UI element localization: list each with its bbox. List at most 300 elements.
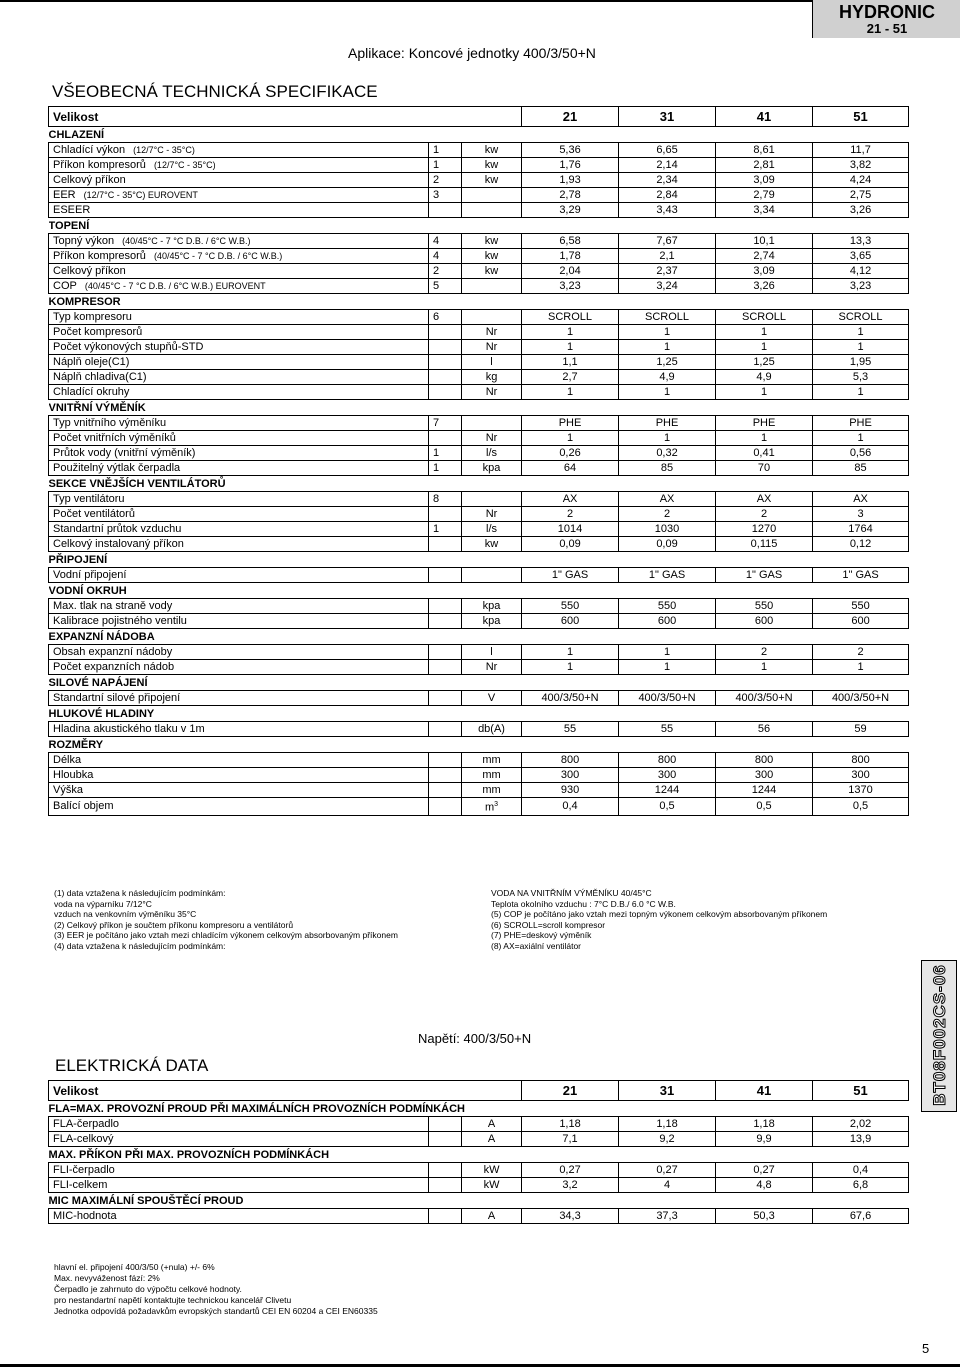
section-header-row bbox=[49, 218, 909, 234]
row-value: 34,3 bbox=[522, 1209, 619, 1224]
row-unit bbox=[462, 1132, 522, 1147]
row-note bbox=[429, 431, 462, 446]
row-unit bbox=[462, 722, 522, 737]
row-value: 2,75 bbox=[813, 188, 909, 203]
row-label-text: Celkový příkon bbox=[53, 174, 126, 186]
row-unit bbox=[462, 783, 522, 798]
note-line: VODA NA VNITŘNÍM VÝMĚNÍKU 40/45°C bbox=[491, 888, 652, 898]
row-label-text: FLI-čerpadlo bbox=[53, 1164, 115, 1176]
row-label-text: COP bbox=[53, 280, 77, 292]
row-label bbox=[49, 203, 429, 218]
section-title: SEKCE VNĚJŠÍCH VENTILÁTORŮ bbox=[48, 478, 226, 490]
row-value: 2,79 bbox=[716, 188, 813, 203]
row-value: 1,1 bbox=[522, 355, 619, 370]
row-note bbox=[429, 783, 462, 798]
row-unit-text: kW bbox=[483, 1179, 500, 1191]
row-value: 550 bbox=[813, 599, 909, 614]
row-unit bbox=[462, 507, 522, 522]
row-note bbox=[429, 1209, 462, 1224]
brand-name: HYDRONIC bbox=[838, 2, 935, 22]
row-value: 1 bbox=[813, 325, 909, 340]
row-value: 0,32 bbox=[619, 446, 716, 461]
row-value: 2 bbox=[619, 507, 716, 522]
section-title: HLUKOVÉ HLADINY bbox=[48, 708, 155, 720]
section-title: PŘIPOJENÍ bbox=[48, 554, 108, 566]
section-header-row bbox=[49, 400, 909, 416]
row-value: 1 bbox=[522, 340, 619, 355]
row-value: 3,24 bbox=[619, 279, 716, 294]
row-value: SCROLL bbox=[619, 310, 716, 325]
row-unit bbox=[462, 431, 522, 446]
row-note bbox=[429, 537, 462, 552]
row-value: 1" GAS bbox=[716, 568, 813, 583]
row-label bbox=[49, 234, 429, 249]
row-value: 0,115 bbox=[716, 537, 813, 552]
row-label bbox=[49, 249, 429, 264]
row-label bbox=[49, 537, 429, 552]
row-value: 3,26 bbox=[716, 279, 813, 294]
row-value: 1 bbox=[813, 340, 909, 355]
table-row bbox=[49, 325, 909, 340]
row-label-text: Vodní připojení bbox=[53, 569, 127, 581]
row-value: 1030 bbox=[619, 522, 716, 537]
row-value: 1,18 bbox=[522, 1117, 619, 1132]
row-value: PHE bbox=[522, 416, 619, 431]
row-note bbox=[429, 385, 462, 400]
row-value: 1,18 bbox=[716, 1117, 813, 1132]
note-line: (6) SCROLL=scroll kompresor bbox=[491, 919, 606, 930]
row-value: PHE bbox=[619, 416, 716, 431]
size-header-41: 41 bbox=[716, 1081, 813, 1101]
page-number: 5 bbox=[922, 1341, 930, 1356]
notes-left bbox=[54, 888, 398, 951]
row-value: 1 bbox=[619, 385, 716, 400]
row-unit bbox=[462, 416, 522, 431]
row-condition: (12/7°C - 35°C) bbox=[133, 145, 195, 155]
row-value: 2,1 bbox=[619, 249, 716, 264]
size-header-51: 51 bbox=[813, 107, 909, 127]
row-note bbox=[429, 660, 462, 675]
row-unit-text: l/s bbox=[486, 447, 498, 459]
row-note bbox=[429, 753, 462, 768]
row-unit-text: kw bbox=[484, 235, 499, 247]
row-value: 0,27 bbox=[522, 1163, 619, 1178]
row-unit bbox=[462, 340, 522, 355]
row-label bbox=[49, 279, 429, 294]
row-value: 0,41 bbox=[716, 446, 813, 461]
section-header-row bbox=[49, 583, 909, 599]
row-value: SCROLL bbox=[813, 310, 909, 325]
row-label-text: Příkon kompresorů bbox=[53, 250, 146, 262]
row-value: 400/3/50+N bbox=[619, 691, 716, 706]
row-value: 2,7 bbox=[522, 370, 619, 385]
row-condition: (12/7°C - 35°C) EUROVENT bbox=[83, 190, 198, 200]
size-header-label: Velikost bbox=[49, 107, 522, 127]
row-value: 55 bbox=[619, 722, 716, 737]
row-unit bbox=[462, 568, 522, 583]
row-unit-text: A bbox=[487, 1133, 496, 1145]
row-unit bbox=[462, 446, 522, 461]
row-value: 8,61 bbox=[716, 143, 813, 158]
row-label bbox=[49, 783, 429, 798]
row-label-text: FLI-celkem bbox=[53, 1179, 108, 1191]
row-value: 1" GAS bbox=[522, 568, 619, 583]
row-label bbox=[49, 416, 429, 431]
row-label bbox=[49, 370, 429, 385]
row-note: 1 bbox=[429, 143, 462, 158]
electrical-table-body bbox=[49, 1081, 909, 1224]
section-title: SILOVÉ NAPÁJENÍ bbox=[48, 677, 148, 689]
table-row bbox=[49, 1117, 909, 1132]
row-value: 4 bbox=[619, 1178, 716, 1193]
row-note: 5 bbox=[429, 279, 462, 294]
section-header-row bbox=[49, 737, 909, 753]
row-value: 1 bbox=[716, 325, 813, 340]
row-label bbox=[49, 158, 429, 173]
row-unit-text: kw bbox=[484, 174, 499, 186]
row-value: 67,6 bbox=[813, 1209, 909, 1224]
note-line: (8) AX=axiální ventilátor bbox=[491, 940, 582, 951]
row-value: AX bbox=[619, 492, 716, 507]
row-unit-sup: 3 bbox=[494, 801, 499, 808]
note-line: Čerpadlo je zahrnuto do výpočtu celkové hodnoty. bbox=[54, 1284, 242, 1294]
row-label-text: Náplň chladiva(C1) bbox=[53, 371, 147, 383]
row-unit bbox=[462, 492, 522, 507]
row-value: 1 bbox=[619, 431, 716, 446]
row-value: 3,2 bbox=[522, 1178, 619, 1193]
row-note bbox=[429, 1132, 462, 1147]
table-row bbox=[49, 173, 909, 188]
row-value: 4,12 bbox=[813, 264, 909, 279]
section-title: KOMPRESOR bbox=[48, 296, 121, 308]
row-unit bbox=[462, 325, 522, 340]
row-value: 0,4 bbox=[813, 1163, 909, 1178]
row-unit bbox=[462, 645, 522, 660]
row-label bbox=[49, 385, 429, 400]
row-label bbox=[49, 1163, 429, 1178]
row-value: 0,26 bbox=[522, 446, 619, 461]
row-value: 3,23 bbox=[522, 279, 619, 294]
row-value: 400/3/50+N bbox=[813, 691, 909, 706]
row-unit bbox=[462, 522, 522, 537]
row-unit bbox=[462, 753, 522, 768]
row-value: 4,9 bbox=[619, 370, 716, 385]
row-unit-text: kw bbox=[484, 159, 499, 171]
row-unit-text: V bbox=[487, 692, 496, 704]
row-condition: (12/7°C - 35°C) bbox=[153, 160, 216, 170]
row-note: 2 bbox=[429, 264, 462, 279]
row-value: 300 bbox=[522, 768, 619, 783]
table-row bbox=[49, 431, 909, 446]
row-value: 800 bbox=[716, 753, 813, 768]
section-header-row bbox=[49, 675, 909, 691]
section-header-row bbox=[49, 1101, 909, 1117]
row-note: 6 bbox=[429, 310, 462, 325]
row-unit bbox=[462, 234, 522, 249]
row-value: 2 bbox=[813, 645, 909, 660]
row-label-text: Náplň oleje(C1) bbox=[53, 356, 130, 368]
row-label-text: Počet výkonových stupňů-STD bbox=[53, 341, 204, 353]
row-unit bbox=[462, 691, 522, 706]
row-label-text: Počet vnitřních výměníků bbox=[53, 432, 176, 444]
electrical-table bbox=[48, 1080, 909, 1224]
table-row bbox=[49, 279, 909, 294]
row-label bbox=[49, 660, 429, 675]
row-value: 1764 bbox=[813, 522, 909, 537]
row-label-text: Typ kompresoru bbox=[53, 311, 132, 323]
row-value: 3,34 bbox=[716, 203, 813, 218]
row-unit-text: kw bbox=[484, 250, 499, 262]
note-line: voda na výparníku 7/12°C bbox=[54, 898, 152, 909]
table-header-row bbox=[49, 1081, 909, 1101]
row-value: 2,84 bbox=[619, 188, 716, 203]
row-unit-text: kg bbox=[485, 371, 498, 383]
row-unit-text: Nr bbox=[485, 661, 498, 673]
row-unit-text: kw bbox=[484, 144, 499, 156]
section-header-row bbox=[49, 127, 909, 143]
row-unit-text: kpa bbox=[482, 462, 501, 474]
row-condition: (40/45°C - 7 °C D.B. / 6°C W.B.) bbox=[153, 251, 283, 261]
row-note bbox=[429, 768, 462, 783]
row-value: 800 bbox=[813, 753, 909, 768]
row-unit bbox=[462, 310, 522, 325]
row-value: 4,24 bbox=[813, 173, 909, 188]
row-label-text: MIC-hodnota bbox=[53, 1210, 117, 1222]
row-value: 0,5 bbox=[813, 798, 909, 816]
row-label-text: Chladící okruhy bbox=[53, 386, 130, 398]
row-value: 2,02 bbox=[813, 1117, 909, 1132]
row-note bbox=[429, 599, 462, 614]
row-label bbox=[49, 264, 429, 279]
row-unit bbox=[462, 173, 522, 188]
row-unit-text: mm bbox=[482, 754, 501, 766]
row-value: 1" GAS bbox=[813, 568, 909, 583]
section-header-row bbox=[49, 294, 909, 310]
row-label-text: Standartní průtok vzduchu bbox=[53, 523, 182, 535]
row-note bbox=[429, 370, 462, 385]
table-row bbox=[49, 1209, 909, 1224]
row-value: 400/3/50+N bbox=[716, 691, 813, 706]
spec-title: VŠEOBECNÁ TECHNICKÁ SPECIFIKACE bbox=[52, 82, 378, 101]
row-label bbox=[49, 614, 429, 629]
table-row bbox=[49, 264, 909, 279]
row-value: 3,82 bbox=[813, 158, 909, 173]
row-value: 600 bbox=[716, 614, 813, 629]
row-value: AX bbox=[522, 492, 619, 507]
row-label bbox=[49, 325, 429, 340]
note-line: pro nestandartní napětí kontaktujte technickou kancelář Clivetu bbox=[54, 1295, 292, 1305]
row-unit-text: A bbox=[487, 1210, 496, 1222]
row-note: 1 bbox=[429, 158, 462, 173]
row-label-text: FLA-čerpadlo bbox=[53, 1118, 120, 1130]
row-value: 1,93 bbox=[522, 173, 619, 188]
row-value: AX bbox=[813, 492, 909, 507]
electrical-title: ELEKTRICKÁ DATA bbox=[55, 1056, 209, 1075]
row-label bbox=[49, 1132, 429, 1147]
note-line: (2) Celkový příkon je součtem příkonu kompresoru a ventilátorů bbox=[54, 919, 294, 930]
row-unit-text: db(A) bbox=[478, 723, 505, 735]
row-label bbox=[49, 568, 429, 583]
row-value: 2,74 bbox=[716, 249, 813, 264]
row-value: 1 bbox=[813, 385, 909, 400]
table-row bbox=[49, 660, 909, 675]
row-value: 3,43 bbox=[619, 203, 716, 218]
row-unit-text: kw bbox=[484, 265, 499, 277]
row-label-text: FLA-celkový bbox=[53, 1133, 114, 1145]
row-label-text: Kalibrace pojistného ventilu bbox=[53, 615, 187, 627]
row-value: 10,1 bbox=[716, 234, 813, 249]
row-value: 1 bbox=[813, 431, 909, 446]
row-note: 1 bbox=[429, 461, 462, 476]
table-row bbox=[49, 1163, 909, 1178]
section-title: VODNÍ OKRUH bbox=[48, 585, 127, 597]
row-value: 85 bbox=[619, 461, 716, 476]
row-note bbox=[429, 340, 462, 355]
row-unit bbox=[462, 614, 522, 629]
table-row bbox=[49, 537, 909, 552]
voltage-label: Napětí: 400/3/50+N bbox=[418, 1031, 532, 1046]
row-value: 1 bbox=[716, 385, 813, 400]
section-header-row bbox=[49, 476, 909, 492]
row-value: 1 bbox=[619, 340, 716, 355]
row-value: 3,26 bbox=[813, 203, 909, 218]
size-header-31: 31 bbox=[619, 1081, 716, 1101]
row-label bbox=[49, 355, 429, 370]
row-note: 4 bbox=[429, 234, 462, 249]
row-value: 2 bbox=[522, 507, 619, 522]
section-header-row bbox=[49, 1193, 909, 1209]
row-unit-text: l bbox=[490, 646, 493, 658]
row-unit-text: kw bbox=[484, 538, 499, 550]
row-label bbox=[49, 431, 429, 446]
table-row bbox=[49, 599, 909, 614]
row-label bbox=[49, 1209, 429, 1224]
row-unit-text: Nr bbox=[485, 341, 498, 353]
section-title: EXPANZNÍ NÁDOBA bbox=[48, 631, 155, 643]
row-value: 0,5 bbox=[716, 798, 813, 816]
row-unit bbox=[462, 599, 522, 614]
row-note bbox=[429, 691, 462, 706]
row-value: 3,09 bbox=[716, 264, 813, 279]
row-value: 2,34 bbox=[619, 173, 716, 188]
row-note bbox=[429, 325, 462, 340]
section-title: MAX. PŘÍKON PŘI MAX. PROVOZNÍCH PODMÍNKÁCH bbox=[48, 1149, 330, 1161]
section-header-row bbox=[49, 706, 909, 722]
row-value: 0,4 bbox=[522, 798, 619, 816]
row-label-text: Chladící výkon bbox=[53, 144, 126, 156]
table-row bbox=[49, 691, 909, 706]
section-title: MIC MAXIMÁLNÍ SPOUŠTĚCÍ PROUD bbox=[48, 1195, 244, 1207]
row-value: 56 bbox=[716, 722, 813, 737]
row-note: 1 bbox=[429, 446, 462, 461]
section-title: TOPENÍ bbox=[48, 220, 90, 232]
row-value: 1014 bbox=[522, 522, 619, 537]
row-label-text: Průtok vody (vnitřní výměník) bbox=[53, 447, 196, 459]
row-label bbox=[49, 645, 429, 660]
row-value: 0,27 bbox=[619, 1163, 716, 1178]
row-unit bbox=[462, 1178, 522, 1193]
row-value: 13,3 bbox=[813, 234, 909, 249]
row-unit-text: m bbox=[484, 801, 495, 814]
row-value: 1 bbox=[522, 431, 619, 446]
row-label-text: Počet kompresorů bbox=[53, 326, 143, 338]
row-value: 3,65 bbox=[813, 249, 909, 264]
row-label-text: Hloubka bbox=[53, 769, 94, 781]
row-value: 6,58 bbox=[522, 234, 619, 249]
row-unit bbox=[462, 1163, 522, 1178]
row-unit-text: Nr bbox=[485, 386, 498, 398]
row-value: 50,3 bbox=[716, 1209, 813, 1224]
row-unit bbox=[462, 249, 522, 264]
row-unit-text: A bbox=[487, 1118, 496, 1130]
row-value: 1" GAS bbox=[619, 568, 716, 583]
table-row bbox=[49, 507, 909, 522]
row-value: 1,95 bbox=[813, 355, 909, 370]
size-header-41: 41 bbox=[716, 107, 813, 127]
row-unit bbox=[462, 158, 522, 173]
row-unit-text: Nr bbox=[485, 326, 498, 338]
row-note bbox=[429, 355, 462, 370]
row-label-text: Obsah expanzní nádoby bbox=[53, 646, 173, 658]
row-label-text: Délka bbox=[53, 754, 82, 766]
row-value: 1,76 bbox=[522, 158, 619, 173]
row-value: 2 bbox=[716, 645, 813, 660]
row-value: 1,25 bbox=[619, 355, 716, 370]
row-value: 5,3 bbox=[813, 370, 909, 385]
row-value: 0,56 bbox=[813, 446, 909, 461]
row-unit bbox=[462, 1117, 522, 1132]
row-note bbox=[429, 614, 462, 629]
row-unit-text: kpa bbox=[482, 615, 501, 627]
row-label bbox=[49, 492, 429, 507]
row-label-text: ESEER bbox=[53, 204, 91, 216]
row-value: 1 bbox=[716, 340, 813, 355]
row-value: 1 bbox=[522, 660, 619, 675]
row-value: 9,2 bbox=[619, 1132, 716, 1147]
size-header-21: 21 bbox=[522, 107, 619, 127]
row-label bbox=[49, 599, 429, 614]
row-unit bbox=[462, 279, 522, 294]
row-unit bbox=[462, 768, 522, 783]
table-row bbox=[49, 416, 909, 431]
row-label bbox=[49, 753, 429, 768]
table-row bbox=[49, 1132, 909, 1147]
note-line: vzduch na venkovním výměníku 35°C bbox=[54, 909, 197, 919]
note-line: hlavní el. připojení 400/3/50 (+nula) +/- 6% bbox=[54, 1262, 215, 1272]
row-value: 1270 bbox=[716, 522, 813, 537]
row-unit bbox=[462, 264, 522, 279]
row-value: 0,09 bbox=[619, 537, 716, 552]
row-value: PHE bbox=[813, 416, 909, 431]
row-value: SCROLL bbox=[522, 310, 619, 325]
row-value: 11,7 bbox=[813, 143, 909, 158]
note-line: (3) EER je počítáno jako vztah mezi chladícím výkonem celkovým absorbovaným příkonem bbox=[54, 930, 398, 940]
row-value: 550 bbox=[716, 599, 813, 614]
note-line: Teplota okolního vzduchu : 7°C D.B./ 6.0 °C W.B. bbox=[491, 898, 676, 909]
row-label-text: Celkový příkon bbox=[53, 265, 126, 277]
application-title: Aplikace: Koncové jednotky 400/3/50+N bbox=[348, 45, 596, 61]
row-value: 1 bbox=[619, 325, 716, 340]
row-label bbox=[49, 446, 429, 461]
section-title: VNITŘNÍ VÝMĚNÍK bbox=[48, 402, 146, 414]
row-value: 1 bbox=[716, 660, 813, 675]
table-row bbox=[49, 385, 909, 400]
table-row bbox=[49, 568, 909, 583]
row-value: 7,67 bbox=[619, 234, 716, 249]
row-value: 4,8 bbox=[716, 1178, 813, 1193]
size-header-51: 51 bbox=[813, 1081, 909, 1101]
row-value: 59 bbox=[813, 722, 909, 737]
